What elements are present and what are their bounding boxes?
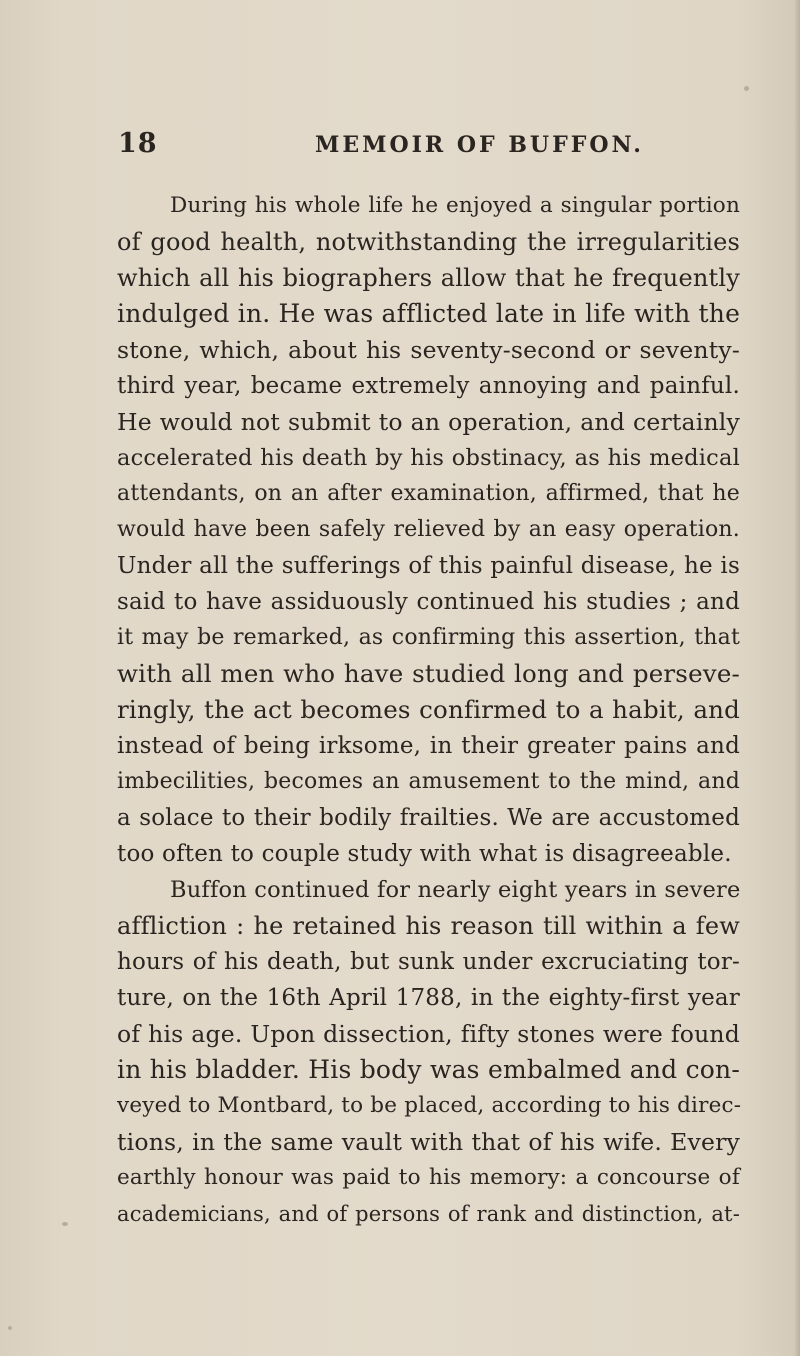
foxing-spot <box>8 1326 12 1330</box>
page-header <box>100 128 740 168</box>
text-line: of good health, notwithstanding the irregularities <box>117 228 740 256</box>
text-line: ringly, the act becomes confirmed to a habit, and <box>117 695 740 724</box>
page-edge-shadow <box>794 0 800 1356</box>
text-line: indulged in. He was afflicted late in life with the <box>117 299 741 328</box>
text-line: too often to couple study with what is disagreeable. <box>117 841 732 867</box>
text-line: with all men who have studied long and perseve- <box>117 659 740 688</box>
text-line: said to have assiduously continued his studies ; and <box>117 589 740 615</box>
text-line: it may be remarked, as confirming this assertion, that <box>117 625 740 650</box>
text-line: During his whole life he enjoyed a singular portion <box>170 193 740 218</box>
text-line: affliction : he retained his reason till within a few <box>117 912 740 940</box>
text-line: stone, which, about his seventy-second or seventy- <box>117 336 740 364</box>
text-line: imbecilities, becomes an amusement to the mind, and <box>117 769 740 794</box>
text-line: Under all the sufferings of this painful disease, he is <box>117 553 740 579</box>
text-line: Buffon continued for nearly eight years in severe <box>170 877 741 903</box>
running-title: MEMOIR OF BUFFON. <box>315 132 644 158</box>
text-line: instead of being irksome, in their greater pains and <box>117 733 740 759</box>
text-line: attendants, on an after examination, affirmed, that he <box>117 481 740 506</box>
text-line: of his age. Upon dissection, fifty stones were found <box>117 1020 740 1048</box>
text-line: academicians, and of persons of rank and distinction, at- <box>117 1202 740 1226</box>
text-line: He would not submit to an operation, and certainly <box>117 408 740 436</box>
text-line: which all his biographers allow that he frequently <box>117 264 740 292</box>
text-line: hours of his death, but sunk under excruciating tor- <box>117 949 740 975</box>
page-number: 18 <box>118 128 158 159</box>
text-line: tions, in the same vault with that of his wife. Every <box>117 1128 740 1156</box>
text-line: earthly honour was paid to his memory: a concourse of <box>117 1165 740 1190</box>
text-line: in his bladder. His body was embalmed and con- <box>117 1055 740 1084</box>
text-line: ture, on the 16th April 1788, in the eighty-first year <box>117 985 740 1011</box>
text-line: third year, became extremely annoying and painful. <box>117 373 740 399</box>
foxing-spot <box>744 86 749 91</box>
text-line: a solace to their bodily frailties. We are accustomed <box>117 805 740 831</box>
text-line: would have been safely relieved by an easy operation. <box>117 517 740 542</box>
text-line: accelerated his death by his obstinacy, as his medical <box>117 445 740 471</box>
foxing-spot <box>62 1222 68 1226</box>
text-line: veyed to Montbard, to be placed, according to his direc- <box>117 1093 742 1118</box>
